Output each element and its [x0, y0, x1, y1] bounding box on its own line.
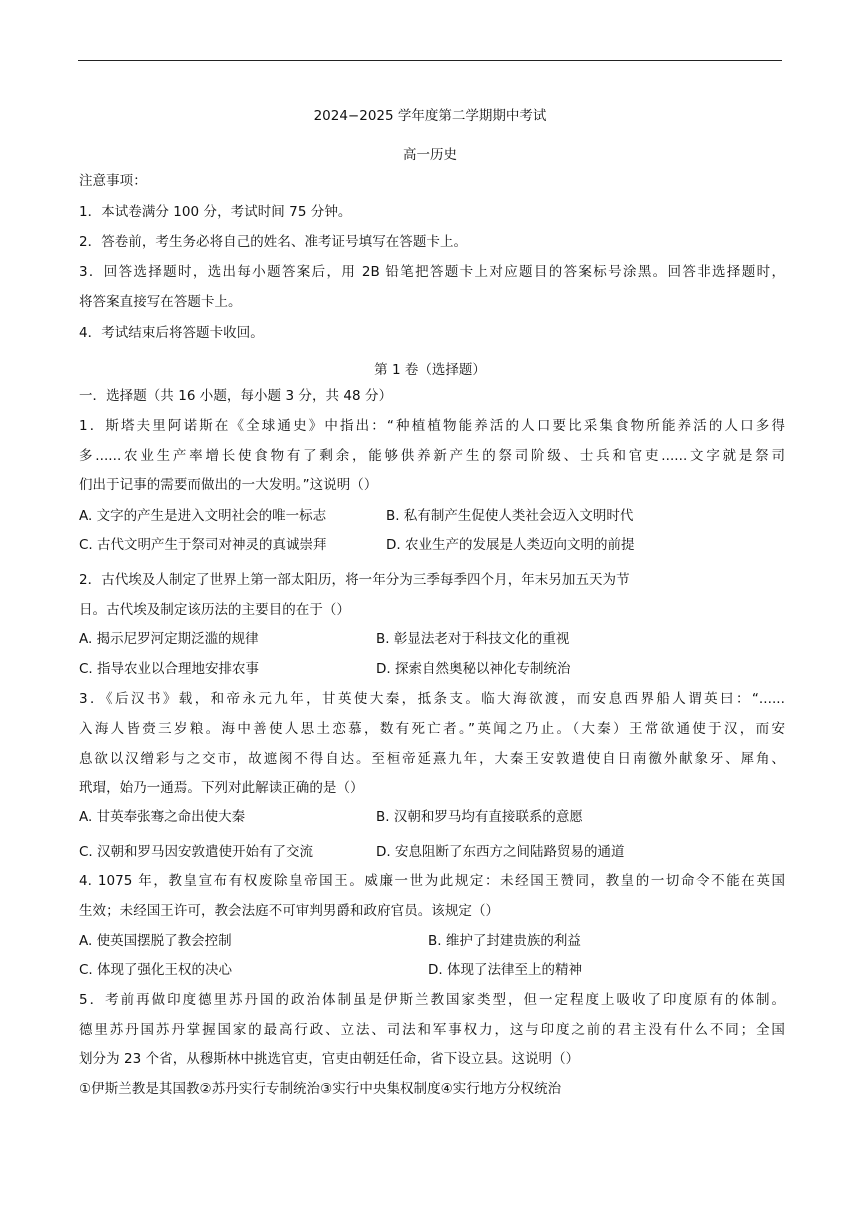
subject-title: 高一历史 [403, 147, 457, 163]
question-1-option-d[interactable]: D. 农业生产的发展是人类迈向文明的前提 [386, 537, 635, 553]
question-3-option-a[interactable]: A. 甘英奉张骞之命出使大秦 [79, 809, 246, 825]
question-3-line: 息欲以汉缯彩与之交市，故遮阂不得自达。至桓帝延熹九年，大秦王安敦遣使自日南徼外献象牙、犀角、 [79, 751, 785, 767]
question-4-option-c[interactable]: C. 体现了强化王权的决心 [79, 962, 233, 978]
question-2-line: 2．古代埃及人制定了世界上第一部太阳历，将一年分为三季每季四个月，年末另加五天为节 [79, 572, 630, 588]
question-1-line: 们出于记事的需要而做出的一大发明。”这说明（） [79, 477, 378, 493]
question-2-line: 日。古代埃及制定该历法的主要目的在于（） [79, 602, 350, 618]
notice-item-3-cont: 将答案直接写在答题卡上。 [79, 294, 242, 310]
question-4-line: 4. 1075 年，教皇宣布有权废除皇帝国王。威廉一世为此规定：未经国王赞同，教皇的一切命令不能在英国 [79, 873, 785, 889]
exam-title: 2024−2025 学年度第二学期期中考试 [313, 108, 547, 124]
question-5-line: 德里苏丹国苏丹掌握国家的最高行政、立法、司法和军事权力，这与印度之前的君主没有什么不同；全国 [79, 1022, 785, 1038]
question-1-option-b[interactable]: B. 私有制产生促使人类社会迈入文明时代 [386, 508, 634, 524]
question-2-option-b[interactable]: B. 彰显法老对于科技文化的重视 [376, 631, 570, 647]
notice-item-4: 4．考试结束后将答题卡收回。 [79, 325, 264, 341]
question-3-option-b[interactable]: B. 汉朝和罗马均有直接联系的意愿 [376, 809, 583, 825]
question-4-option-b[interactable]: B. 维护了封建贵族的利益 [428, 933, 581, 949]
question-4-line: 生效；未经国王许可，教会法庭不可审判男爵和政府官员。该规定（） [79, 903, 500, 919]
question-4-option-d[interactable]: D. 体现了法律至上的精神 [428, 962, 582, 978]
question-1-line: 1．斯塔夫里阿诺斯在《全球通史》中指出：“种植植物能养活的人口要比采集食物所能养活的人口多得 [79, 418, 785, 434]
question-1-line: 多......农业生产率增长使食物有了剩余，能够供养新产生的祭司阶级、士兵和官吏......文字就是祭司 [79, 448, 785, 464]
question-1-option-c[interactable]: C. 古代文明产生于祭司对神灵的真诚崇拜 [79, 537, 327, 553]
question-2-option-a[interactable]: A. 揭示尼罗河定期泛滥的规律 [79, 631, 259, 647]
section-title: 第 1 卷（选择题） [374, 362, 486, 378]
question-2-option-d[interactable]: D. 探索自然奥秘以神化专制统治 [376, 661, 571, 677]
question-3-option-c[interactable]: C. 汉朝和罗马因安敦遣使开始有了交流 [79, 844, 314, 860]
question-3-line: 入海人皆赍三岁粮。海中善使人思土恋慕，数有死亡者。”英闻之乃止。（大秦）王常欲通使于汉，而安 [79, 721, 785, 737]
question-3-line: 3．《后汉书》载，和帝永元九年，甘英使大秦，抵条支。临大海欲渡，而安息西界船人谓英曰：“...... [79, 691, 785, 707]
question-3-line: 玳瑁，始乃一通焉。下列对此解读正确的是（） [79, 780, 364, 796]
header-rule [78, 60, 782, 61]
notice-item-3: 3．回答选择题时，选出每小题答案后，用 2B 铅笔把答题卡上对应题目的答案标号涂黑。回答非选择题时， [79, 264, 785, 280]
part-heading: 一．选择题（共 16 小题，每小题 3 分，共 48 分） [79, 388, 393, 404]
question-5-line: 5．考前再做印度德里苏丹国的政治体制虽是伊斯兰教国家类型，但一定程度上吸收了印度原有的体制。 [79, 992, 785, 1008]
question-5-line: 划分为 23 个省，从穆斯林中挑选官吏，官吏由朝廷任命，省下设立县。这说明（） [79, 1051, 580, 1067]
question-2-option-c[interactable]: C. 指导农业以合理地安排农事 [79, 661, 260, 677]
notice-item-2: 2．答卷前，考生务必将自己的姓名、准考证号填写在答题卡上。 [79, 234, 468, 250]
question-3-option-d[interactable]: D. 安息阻断了东西方之间陆路贸易的通道 [376, 844, 625, 860]
notice-item-1: 1．本试卷满分 100 分，考试时间 75 分钟。 [79, 204, 352, 220]
question-5-statements: ①伊斯兰教是其国教②苏丹实行专制统治③实行中央集权制度④实行地方分权统治 [79, 1081, 562, 1097]
question-4-option-a[interactable]: A. 使英国摆脱了教会控制 [79, 933, 232, 949]
question-1-option-a[interactable]: A. 文字的产生是进入文明社会的唯一标志 [79, 508, 327, 524]
notice-heading: 注意事项： [79, 173, 147, 189]
